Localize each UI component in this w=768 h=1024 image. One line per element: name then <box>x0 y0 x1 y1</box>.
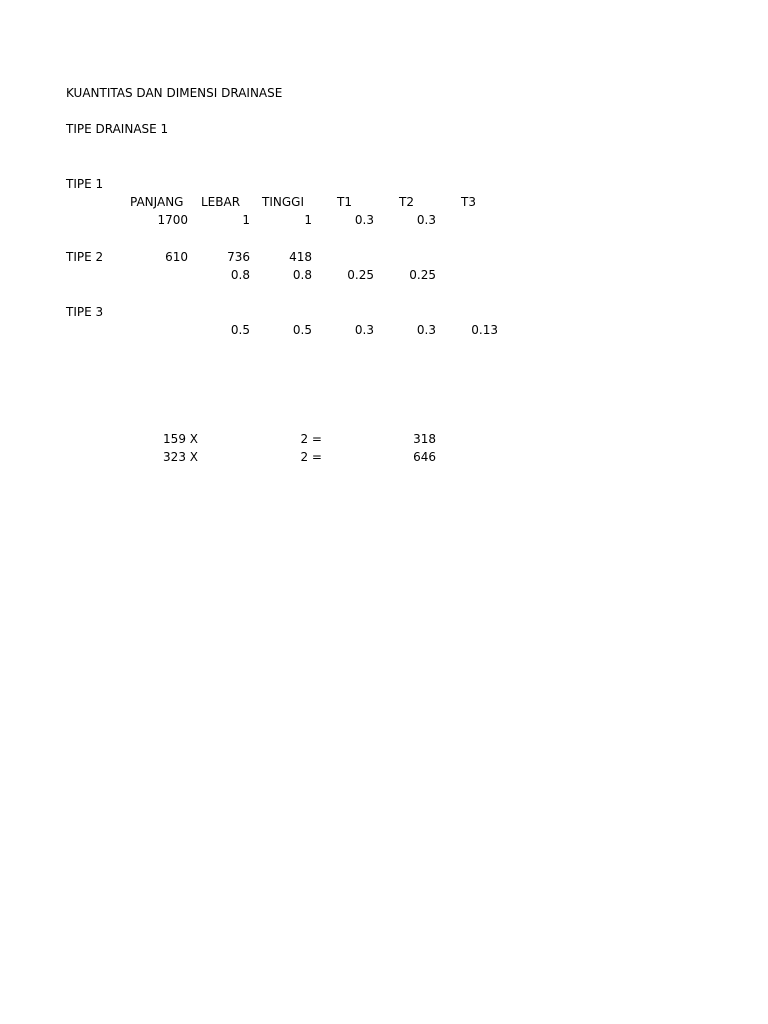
tipe2-value-a: 610 <box>165 250 188 264</box>
tipe2-t2-value: 0.25 <box>409 268 436 282</box>
section-subtitle: TIPE DRAINASE 1 <box>66 122 169 136</box>
calc-row-2-result: 646 <box>413 450 436 464</box>
header-t2: T2 <box>399 195 414 209</box>
calc-row-1-result: 318 <box>413 432 436 446</box>
header-t3: T3 <box>461 195 476 209</box>
tipe2-value-b: 736 <box>227 250 250 264</box>
tipe3-t2-value: 0.3 <box>416 323 436 337</box>
tipe2-value-c: 418 <box>289 250 312 264</box>
tipe1-lebar-value: 1 <box>242 213 250 227</box>
tipe1-panjang-value: 1700 <box>157 213 188 227</box>
tipe2-tinggi-value: 0.8 <box>292 268 312 282</box>
tipe2-t1-value: 0.25 <box>347 268 374 282</box>
calc-row-1-multiplier: 2 = <box>300 432 322 446</box>
tipe1-label: TIPE 1 <box>66 177 104 191</box>
tipe3-lebar-value: 0.5 <box>230 323 250 337</box>
tipe1-t2-value: 0.3 <box>416 213 436 227</box>
page-title: KUANTITAS DAN DIMENSI DRAINASE <box>66 86 283 100</box>
calc-row-2-multiplier: 2 = <box>300 450 322 464</box>
tipe1-t1-value: 0.3 <box>354 213 374 227</box>
tipe3-t1-value: 0.3 <box>354 323 374 337</box>
tipe3-tinggi-value: 0.5 <box>292 323 312 337</box>
header-tinggi: TINGGI <box>262 195 304 209</box>
tipe3-t3-value: 0.13 <box>471 323 498 337</box>
tipe1-tinggi-value: 1 <box>304 213 312 227</box>
tipe2-label: TIPE 2 <box>66 250 104 264</box>
header-lebar: LEBAR <box>201 195 241 209</box>
calc-row-1-operand: 159 X <box>163 432 198 446</box>
header-t1: T1 <box>337 195 352 209</box>
tipe2-lebar-value: 0.8 <box>230 268 250 282</box>
tipe3-label: TIPE 3 <box>66 305 104 319</box>
header-panjang: PANJANG <box>130 195 184 209</box>
calc-row-2-operand: 323 X <box>163 450 198 464</box>
